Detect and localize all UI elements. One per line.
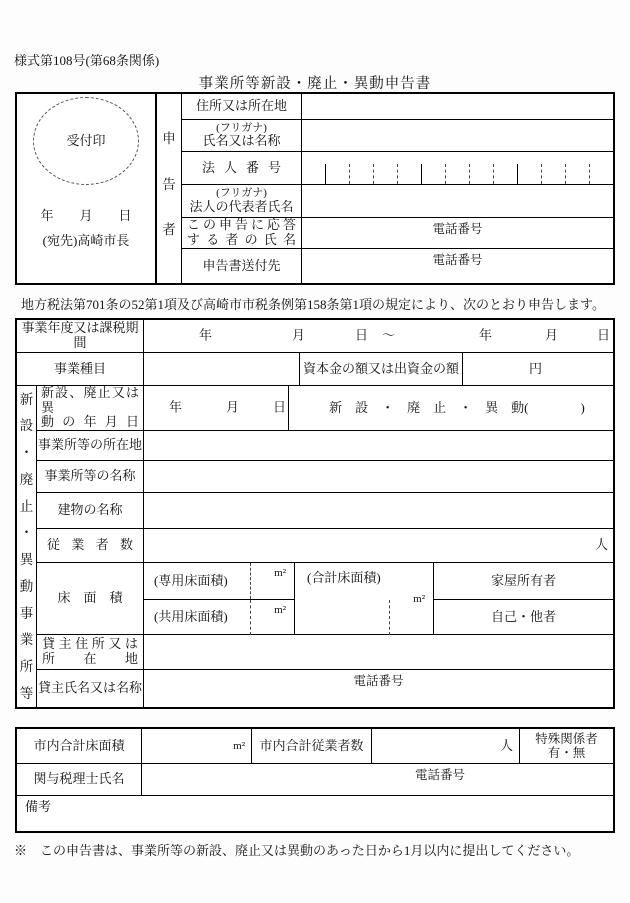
special-relation-choice[interactable]: 特殊関係者 有・無 <box>520 729 613 764</box>
office-location-field[interactable] <box>144 431 613 461</box>
self-other-choice[interactable]: 自己・他者 <box>490 609 556 625</box>
corporate-number-field[interactable] <box>302 152 613 185</box>
furigana-label: (フリガナ) <box>216 187 267 200</box>
landlord-name-field[interactable] <box>144 670 613 707</box>
digit-cell <box>397 164 421 184</box>
floor-area-label: 床 面 積 <box>37 563 144 635</box>
mailing-field[interactable] <box>302 249 613 283</box>
unit-month: 月 <box>226 399 240 415</box>
shared-floor-field[interactable] <box>144 600 295 635</box>
mailing-label: 申告書送付先 <box>182 249 302 283</box>
unit-sqm: m² <box>233 739 245 752</box>
employees-field[interactable] <box>144 529 613 563</box>
unit-sqm: m² <box>274 567 286 579</box>
exclusive-floor-label: (専用床面積) <box>154 572 228 588</box>
representative-label-text: 法人の代表者氏名 <box>189 198 294 214</box>
unit-person: 人 <box>499 737 513 753</box>
tax-accountant-field[interactable] <box>142 764 613 796</box>
unit-year: 年 <box>169 399 183 415</box>
unit-year: 年 <box>199 327 213 343</box>
landlord-address-field[interactable] <box>144 635 613 670</box>
digit-cell <box>373 164 397 184</box>
city-employees-field[interactable] <box>372 729 520 764</box>
office-table <box>15 318 615 709</box>
landlord-name-label: 貸主氏名又は名称 <box>37 670 144 707</box>
phone-number-label: 電話番号 <box>353 674 404 688</box>
form-code: 様式第108号(第68条関係) <box>14 53 160 68</box>
change-date-field[interactable] <box>144 386 289 430</box>
declarant-table <box>15 92 615 285</box>
unit-day: 日 <box>355 327 369 343</box>
capital-label: 資本金の額又は出資金の額 <box>299 353 462 385</box>
business-type-field[interactable] <box>144 353 299 385</box>
page-title: 事業所等新設・廃止・異動申告書 <box>198 76 432 92</box>
business-type-row <box>144 353 613 386</box>
floor-area-block <box>144 563 613 635</box>
declaration-sentence: 地方税法第701条の52第1項及び高崎市市税条例第158条第1項の規定により、次のとおり申告します。 <box>21 297 605 312</box>
unit-tilde: ～ <box>382 327 396 343</box>
name-label-text: 氏名又は名称 <box>202 133 281 149</box>
corporate-number-label: 法人番号 <box>182 152 302 185</box>
digit-cell <box>541 164 565 184</box>
remarks-label: 備考 <box>25 799 52 814</box>
declarant-vertical-label: 申 告 者 <box>157 94 182 283</box>
office-section-vertical-label: 新 設 ・ 廃 止 ・ 異 動 事 業 所 等 <box>17 386 37 707</box>
digit-cell <box>421 164 445 184</box>
change-type-choice[interactable]: 新 設 ・ 廃 止 ・ 異 動( ) <box>329 399 585 415</box>
representative-label <box>182 185 302 218</box>
tax-accountant-label: 関与税理士氏名 <box>17 764 142 796</box>
phone-number-label: 電話番号 <box>432 253 483 267</box>
divider <box>250 600 251 635</box>
building-name-field[interactable] <box>144 493 613 529</box>
business-type-label: 事業種目 <box>17 353 144 386</box>
respondent-field[interactable] <box>302 218 613 249</box>
digit-cell <box>493 164 517 184</box>
unit-yen: 円 <box>528 360 542 376</box>
unit-person: 人 <box>594 537 608 553</box>
building-name-label: 建物の名称 <box>37 493 144 529</box>
address-label: 住所又は所在地 <box>182 94 302 120</box>
digit-cell <box>517 164 541 184</box>
total-floor-label: (合計床面積) <box>307 570 381 585</box>
reception-stamp-circle <box>33 97 139 185</box>
submission-note: ※ この申告書は、事業所等の新設、廃止又は異動のあった日から1月以内に提出してください。 <box>14 843 580 858</box>
name-label <box>182 120 302 152</box>
digit-cell <box>445 164 469 184</box>
reception-stamp-label: 受付印 <box>66 132 106 148</box>
stamp-date-label: 年 月 日 <box>40 208 132 223</box>
office-location-label: 事業所等の所在地 <box>37 431 144 461</box>
city-floor-label: 市内合計床面積 <box>17 729 142 764</box>
office-name-label: 事業所等の名称 <box>37 461 144 493</box>
addressee-label: (宛先)高崎市長 <box>42 233 130 248</box>
shared-floor-label: (共用床面積) <box>154 609 228 625</box>
divider <box>389 600 390 635</box>
digit-cell <box>349 164 373 184</box>
city-employees-label: 市内合計従業者数 <box>252 729 372 764</box>
respondent-label: この申告に応答 する者の氏名 <box>182 218 302 249</box>
unit-year: 年 <box>479 327 493 343</box>
digit-cell <box>302 164 325 184</box>
phone-number-label: 電話番号 <box>432 222 483 236</box>
summary-table <box>15 727 615 833</box>
fiscal-year-label: 事業年度又は課税期間 <box>17 320 144 353</box>
exclusive-floor-field[interactable] <box>144 563 295 600</box>
digit-cell <box>589 164 613 184</box>
fiscal-year-field[interactable] <box>144 320 613 353</box>
phone-number-label: 電話番号 <box>414 768 465 782</box>
unit-month: 月 <box>545 327 559 343</box>
total-floor-field[interactable] <box>295 563 434 635</box>
reception-stamp-box <box>17 94 157 283</box>
name-field[interactable] <box>302 120 613 152</box>
unit-day: 日 <box>273 399 287 415</box>
employees-label: 従 業 者 数 <box>37 529 144 563</box>
unit-month: 月 <box>292 327 306 343</box>
capital-field[interactable] <box>462 353 613 385</box>
divider <box>250 563 251 599</box>
digit-cell <box>565 164 589 184</box>
office-name-field[interactable] <box>144 461 613 493</box>
change-date-label: 新設、廃止又は異 動の年月日 <box>37 386 144 431</box>
city-floor-field[interactable] <box>142 729 252 764</box>
landlord-address-label: 貸主住所又は 所在地 <box>37 635 144 670</box>
unit-day: 日 <box>597 327 611 343</box>
unit-sqm: m² <box>274 604 286 616</box>
digit-cell <box>469 164 493 184</box>
digit-cell <box>325 164 349 184</box>
address-field[interactable] <box>302 94 613 120</box>
remarks-field[interactable] <box>17 796 613 831</box>
house-owner-label: 家屋所有者 <box>434 563 613 600</box>
change-date-row <box>144 386 613 431</box>
furigana-label: (フリガナ) <box>216 121 267 134</box>
representative-field[interactable] <box>302 185 613 218</box>
unit-sqm: m² <box>413 593 425 605</box>
